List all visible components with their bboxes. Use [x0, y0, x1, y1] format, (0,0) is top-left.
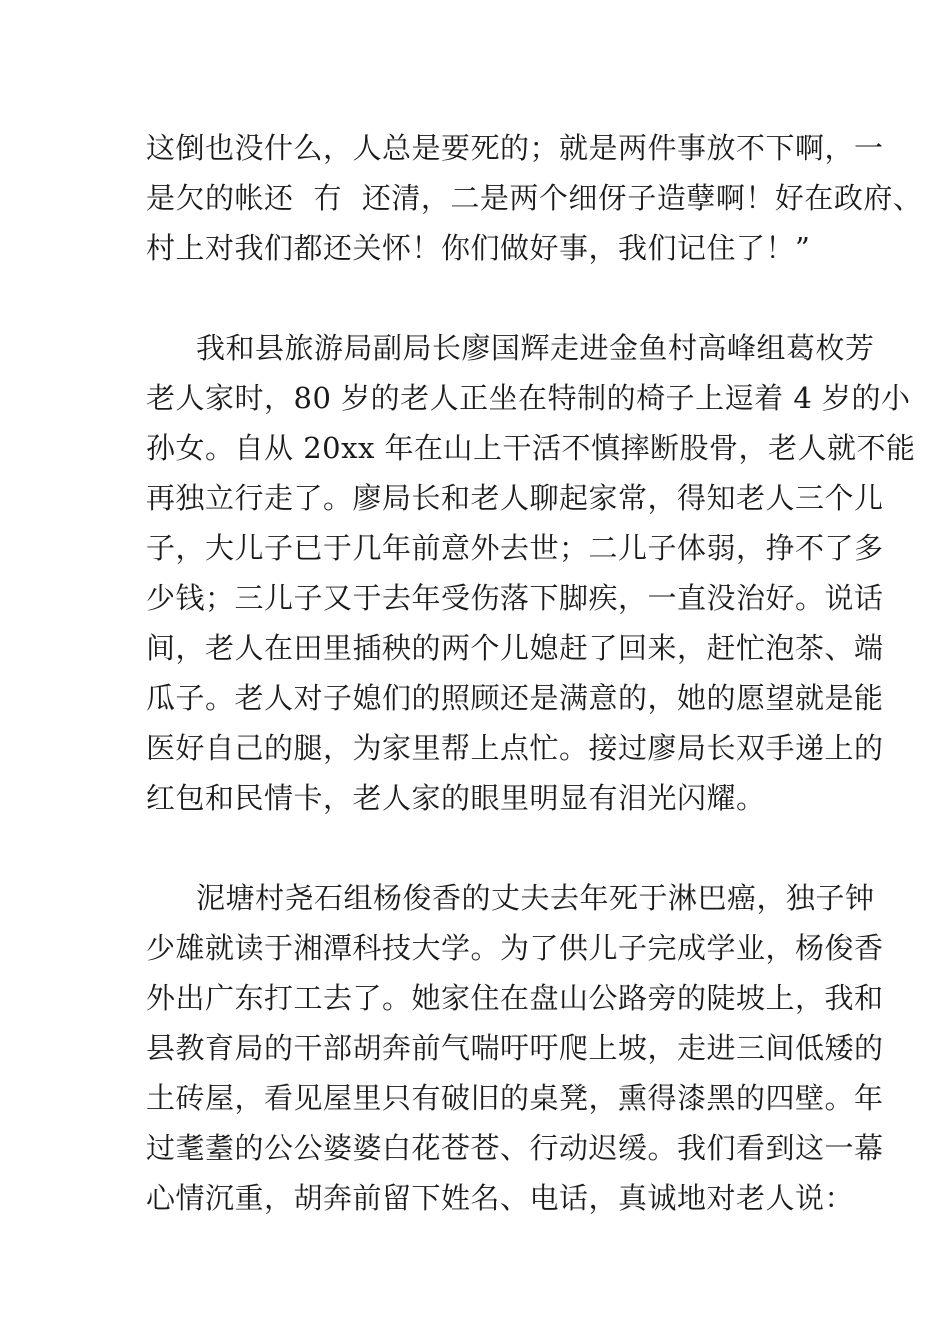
paragraph-2-line-7: 间，老人在田里插秧的两个儿媳赶了回来，赶忙泡茶、端	[146, 631, 884, 665]
paragraph-3-line-6: 过耄耋的公公婆婆白花苍苍、行动迟缓。我们看到这一幕	[146, 1131, 884, 1165]
paragraph-2-line-10: 红包和民情卡，老人家的眼里明显有泪光闪耀。	[146, 781, 766, 815]
paragraph-2-line-4: 再独立行走了。廖局长和老人聊起家常，得知老人三个儿	[146, 481, 884, 515]
paragraph-2-line-8: 瓜子。老人对子媳们的照顾还是满意的，她的愿望就是能	[146, 681, 884, 715]
paragraph-2-line-9: 医好自己的腿，为家里帮上点忙。接过廖局长双手递上的	[146, 731, 884, 765]
paragraph-2-line-1: 我和县旅游局副局长廖国辉走进金鱼村高峰组葛枚芳	[196, 331, 875, 365]
paragraph-1-line-2: 是欠的帐还 冇 还清，二是两个细伢子造孽啊！好在政府、	[146, 181, 923, 215]
paragraph-1-line-1: 这倒也没什么，人总是要死的；就是两件事放不下啊，一	[146, 131, 884, 165]
paragraph-3-line-4: 县教育局的干部胡奔前气喘吁吁爬上坡，走进三间低矮的	[146, 1031, 884, 1065]
paragraph-1-line-3: 村上对我们都还关怀！你们做好事，我们记住了！”	[146, 231, 811, 265]
paragraph-2-line-3: 孙女。自从 20xx 年在山上干活不慎摔断股骨，老人就不能	[146, 431, 916, 465]
paragraph-3-line-3: 外出广东打工去了。她家住在盘山公路旁的陡坡上，我和	[146, 981, 884, 1015]
paragraph-3-line-1: 泥塘村尧石组杨俊香的丈夫去年死于淋巴癌，独子钟	[196, 881, 875, 915]
paragraph-2-line-5: 子，大儿子已于几年前意外去世；二儿子体弱，挣不了多	[146, 531, 884, 565]
paragraph-2-line-6: 少钱；三儿子又于去年受伤落下脚疾，一直没治好。说话	[146, 581, 884, 615]
paragraph-3-line-2: 少雄就读于湘潭科技大学。为了供儿子完成学业，杨俊香	[146, 931, 884, 965]
paragraph-2-line-2: 老人家时，80 岁的老人正坐在特制的椅子上逗着 4 岁的小	[146, 381, 911, 415]
paragraph-3-line-5: 土砖屋，看见屋里只有破旧的桌凳，熏得漆黑的四壁。年	[146, 1081, 884, 1115]
paragraph-3-line-7: 心情沉重，胡奔前留下姓名、电话，真诚地对老人说：	[146, 1181, 855, 1215]
